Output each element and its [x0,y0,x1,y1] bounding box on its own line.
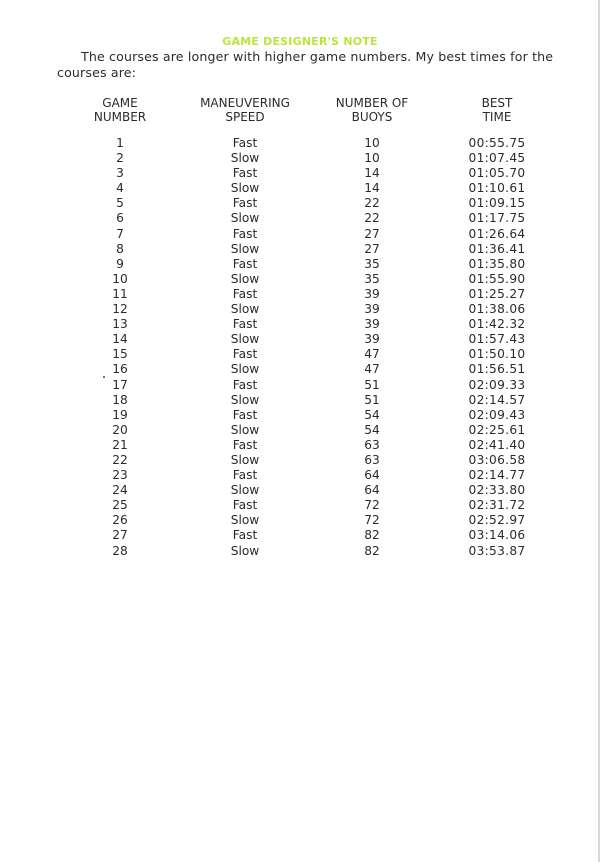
best-time-cell: 01:57.43 [468,332,526,347]
buoys-cell: 35 [364,271,380,286]
times-table [0,136,600,559]
best-time-cell: 01:35.80 [468,256,526,271]
speed-cell: Fast [232,136,258,150]
buoys-cell: 82 [364,543,380,558]
game-number-cell: 21 [112,437,128,452]
speed-cell: Fast [232,286,258,301]
table-row [0,393,600,408]
column-header-line: GAME [102,96,138,110]
game-number-cell: 1 [116,136,124,150]
speed-cell: Fast [232,166,258,181]
table-row [0,272,600,287]
best-time-cell: 01:25.27 [468,286,526,301]
table-row [0,498,600,513]
game-number-cell: 27 [112,528,128,543]
buoys-cell: 35 [364,256,380,271]
speed-cell: Slow [230,483,260,498]
table-row [0,408,600,423]
buoys-cell: 47 [364,362,380,377]
game-number-cell: 18 [112,392,128,407]
best-time-cell: 01:10.61 [468,181,526,196]
speed-cell: Fast [232,468,258,483]
game-number-cell: 25 [112,498,128,513]
game-number-cell: 8 [116,241,124,256]
table-row [0,378,600,393]
column-header-line: NUMBER OF [335,96,409,110]
best-time-cell: 02:14.77 [468,468,526,483]
best-time-cell: 03:14.06 [468,528,526,543]
table-row [0,181,600,196]
best-time-cell: 01:26.64 [468,226,526,241]
game-number-cell: 6 [116,211,124,226]
game-number-cell: 15 [112,347,128,362]
best-time-cell: 02:31.72 [468,498,526,513]
game-number-cell: 2 [116,151,124,166]
speed-cell: Fast [232,407,258,422]
best-time-cell: 01:50.10 [468,347,526,362]
intro-paragraph: The courses are longer with higher game numbers. My best times for the courses are: [57,49,554,80]
best-time-cell: 02:14.57 [468,392,526,407]
speed-cell: Slow [230,513,260,528]
best-time-cell: 02:52.97 [468,513,526,528]
speed-cell: Slow [230,543,260,558]
best-time-cell: 01:38.06 [468,302,526,317]
game-number-cell: 20 [112,422,128,437]
column-header-maneuvering-speed [189,96,301,124]
table-row [0,151,600,166]
table-row [0,211,600,226]
buoys-cell: 51 [364,377,380,392]
best-time-cell: 02:41.40 [468,437,526,452]
speed-cell: Fast [232,226,258,241]
table-row [0,513,600,528]
speed-cell: Fast [232,437,258,452]
table-row [0,347,600,362]
game-number-cell: 19 [112,407,128,422]
best-time-cell: 03:06.58 [468,452,526,467]
buoys-cell: 72 [364,513,380,528]
column-header-number-of-buoys [320,96,424,124]
game-number-cell: 3 [116,166,124,181]
game-number-cell: 13 [112,317,128,332]
best-time-cell: 01:36.41 [468,241,526,256]
speed-cell: Slow [230,422,260,437]
buoys-cell: 63 [364,437,380,452]
speed-cell: Fast [232,377,258,392]
table-row [0,302,600,317]
page-heading: GAME DESIGNER'S NOTE [222,35,378,48]
game-number-cell: 24 [112,483,128,498]
print-speck [103,376,105,378]
speed-cell: Slow [230,362,260,377]
table-row [0,483,600,498]
game-number-cell: 16 [112,362,128,377]
game-number-cell: 7 [116,226,124,241]
best-time-cell: 02:09.33 [468,377,526,392]
buoys-cell: 22 [364,211,380,226]
best-time-cell: 01:56.51 [468,362,526,377]
best-time-cell: 03:53.87 [468,543,526,558]
table-row [0,362,600,377]
speed-cell: Slow [230,302,260,317]
buoys-cell: 22 [364,196,380,211]
speed-cell: Slow [230,452,260,467]
speed-cell: Fast [232,528,258,543]
game-number-cell: 10 [112,271,128,286]
best-time-cell: 02:25.61 [468,422,526,437]
column-header-line: TIME [482,110,512,124]
column-header-line: BEST [481,96,513,110]
best-time-cell: 01:42.32 [468,317,526,332]
buoys-cell: 54 [364,422,380,437]
speed-cell: Fast [232,347,258,362]
column-header-best-time [450,96,544,124]
speed-cell: Slow [230,332,260,347]
buoys-cell: 82 [364,528,380,543]
buoys-cell: 10 [364,136,380,150]
table-row [0,196,600,211]
buoys-cell: 39 [364,332,380,347]
buoys-cell: 64 [364,468,380,483]
buoys-cell: 39 [364,317,380,332]
column-header-line: BUOYS [351,110,393,124]
table-row [0,528,600,543]
table-row [0,242,600,257]
table-row [0,227,600,242]
speed-cell: Slow [230,181,260,196]
table-row [0,453,600,468]
speed-cell: Fast [232,317,258,332]
game-number-cell: 9 [116,256,124,271]
buoys-cell: 51 [364,392,380,407]
buoys-cell: 47 [364,347,380,362]
speed-cell: Slow [230,392,260,407]
best-time-cell: 00:55.75 [468,136,526,150]
best-time-cell: 01:09.15 [468,196,526,211]
buoys-cell: 54 [364,407,380,422]
buoys-cell: 27 [364,226,380,241]
column-header-line: NUMBER [93,110,147,124]
best-time-cell: 02:33.80 [468,483,526,498]
buoys-cell: 27 [364,241,380,256]
buoys-cell: 14 [364,181,380,196]
column-header-game-number [83,96,157,124]
buoys-cell: 39 [364,286,380,301]
game-number-cell: 11 [112,286,128,301]
buoys-cell: 10 [364,151,380,166]
best-time-cell: 01:07.45 [468,151,526,166]
game-number-cell: 12 [112,302,128,317]
speed-cell: Slow [230,241,260,256]
game-number-cell: 4 [116,181,124,196]
table-row [0,332,600,347]
game-number-cell: 17 [112,377,128,392]
game-number-cell: 23 [112,468,128,483]
buoys-cell: 72 [364,498,380,513]
game-number-cell: 28 [112,543,128,558]
speed-cell: Fast [232,196,258,211]
best-time-cell: 01:17.75 [468,211,526,226]
buoys-cell: 39 [364,302,380,317]
buoys-cell: 14 [364,166,380,181]
speed-cell: Slow [230,271,260,286]
game-number-cell: 26 [112,513,128,528]
speed-cell: Fast [232,256,258,271]
game-number-cell: 22 [112,452,128,467]
column-header-line: MANEUVERING [200,96,290,110]
speed-cell: Slow [230,151,260,166]
game-number-cell: 14 [112,332,128,347]
best-time-cell: 01:55.90 [468,271,526,286]
table-row [0,317,600,332]
table-row [0,287,600,302]
table-row [0,136,600,151]
buoys-cell: 64 [364,483,380,498]
best-time-cell: 01:05.70 [468,166,526,181]
buoys-cell: 63 [364,452,380,467]
speed-cell: Fast [232,498,258,513]
table-row [0,438,600,453]
game-number-cell: 5 [116,196,124,211]
column-header-line: SPEED [225,110,265,124]
table-row [0,166,600,181]
table-row [0,544,600,559]
table-row [0,257,600,272]
best-time-cell: 02:09.43 [468,407,526,422]
speed-cell: Slow [230,211,260,226]
table-row [0,468,600,483]
table-row [0,423,600,438]
